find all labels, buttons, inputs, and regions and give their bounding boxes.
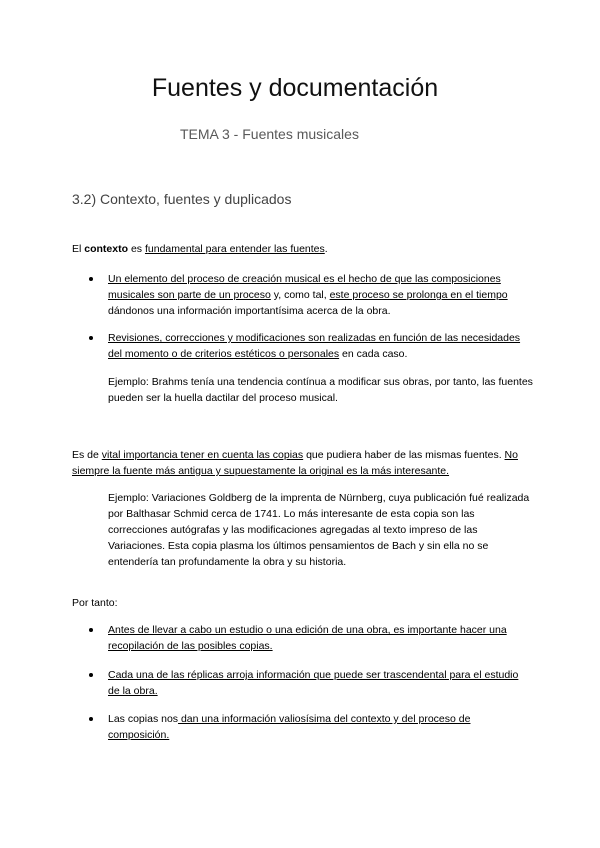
list-item [87, 711, 527, 743]
document-subtitle: TEMA 3 - Fuentes musicales [180, 126, 359, 142]
example-brahms: Ejemplo: Brahms tenía una tendencia contínua a modificar sus obras, por tanto, las fuentes pueden ser la huella dactilar del proceso musical. [108, 376, 533, 404]
text-underlined: Cada una de las réplicas arroja información que puede ser trascendental para el estudio de la obra. [108, 669, 519, 697]
text-run: El [72, 243, 85, 255]
text-underlined: No siempre la fuente más antigua y supuestamente la original es la más interesante. [72, 449, 518, 477]
list-item [87, 330, 527, 362]
list-item [87, 667, 527, 699]
text-underlined: fundamental para entender las fuentes [144, 243, 325, 255]
bullet-list-1b [87, 330, 527, 362]
bullet-list-2b [87, 667, 527, 699]
example-goldberg: Ejemplo: Variaciones Goldberg de la imprenta de Nürnberg, cuya publicación fué realizada por Balthasar Schmid cerca de 1741. Lo más interesante de esta copia son las correcciones autógrafas y las modificaciones agregadas al texto impreso de las Variaciones. Esta copia plasma los últimos pensamientos de Bach y sin ella no se entendería tan profundamente la obra y su historia. [108, 492, 530, 568]
text-run: es [128, 243, 145, 255]
text-run: Es de [72, 449, 102, 461]
section-heading: 3.2) Contexto, fuentes y duplicados [72, 191, 292, 207]
text-underlined: Antes de llevar a cabo un estudio o una edición de una obra, es importante hacer una recopilación de las posibles copias. [108, 624, 507, 652]
bullet-list-2 [87, 622, 527, 654]
paragraph-copies [72, 447, 537, 479]
paragraph-context [72, 241, 532, 257]
document-title: Fuentes y documentación [151, 74, 439, 102]
text-underlined: este proceso se prolonga en el tiempo [329, 289, 508, 301]
text-underlined: vital importancia tener en cuenta las copias [101, 449, 304, 461]
text-underlined: Revisiones, correcciones y modificaciones son realizadas en función de las necesidades del momento o de criterios estéticos o personales [108, 332, 521, 360]
text-run: . [324, 243, 328, 255]
bullet-list-2c [87, 711, 527, 743]
text-run: Las copias nos [108, 713, 179, 725]
text-bold: contexto [84, 243, 129, 255]
text-underlined: Un elemento del proceso de creación musical es el hecho de que las composiciones musicales son parte de un proceso [108, 273, 501, 301]
text-run: y, como tal, [270, 289, 330, 301]
text-run: que pudiera haber de las mismas fuentes. [303, 449, 505, 461]
list-item [87, 271, 527, 319]
text-underlined: dan una información valiosísima del contexto y del proceso de composición. [108, 713, 471, 741]
text-run: en cada caso. [339, 348, 408, 360]
list-item [87, 622, 527, 654]
paragraph-por-tanto: Por tanto: [72, 597, 118, 609]
text-run: dándonos una información importantísima acerca de la obra. [108, 305, 391, 317]
bullet-list-1 [87, 271, 527, 319]
